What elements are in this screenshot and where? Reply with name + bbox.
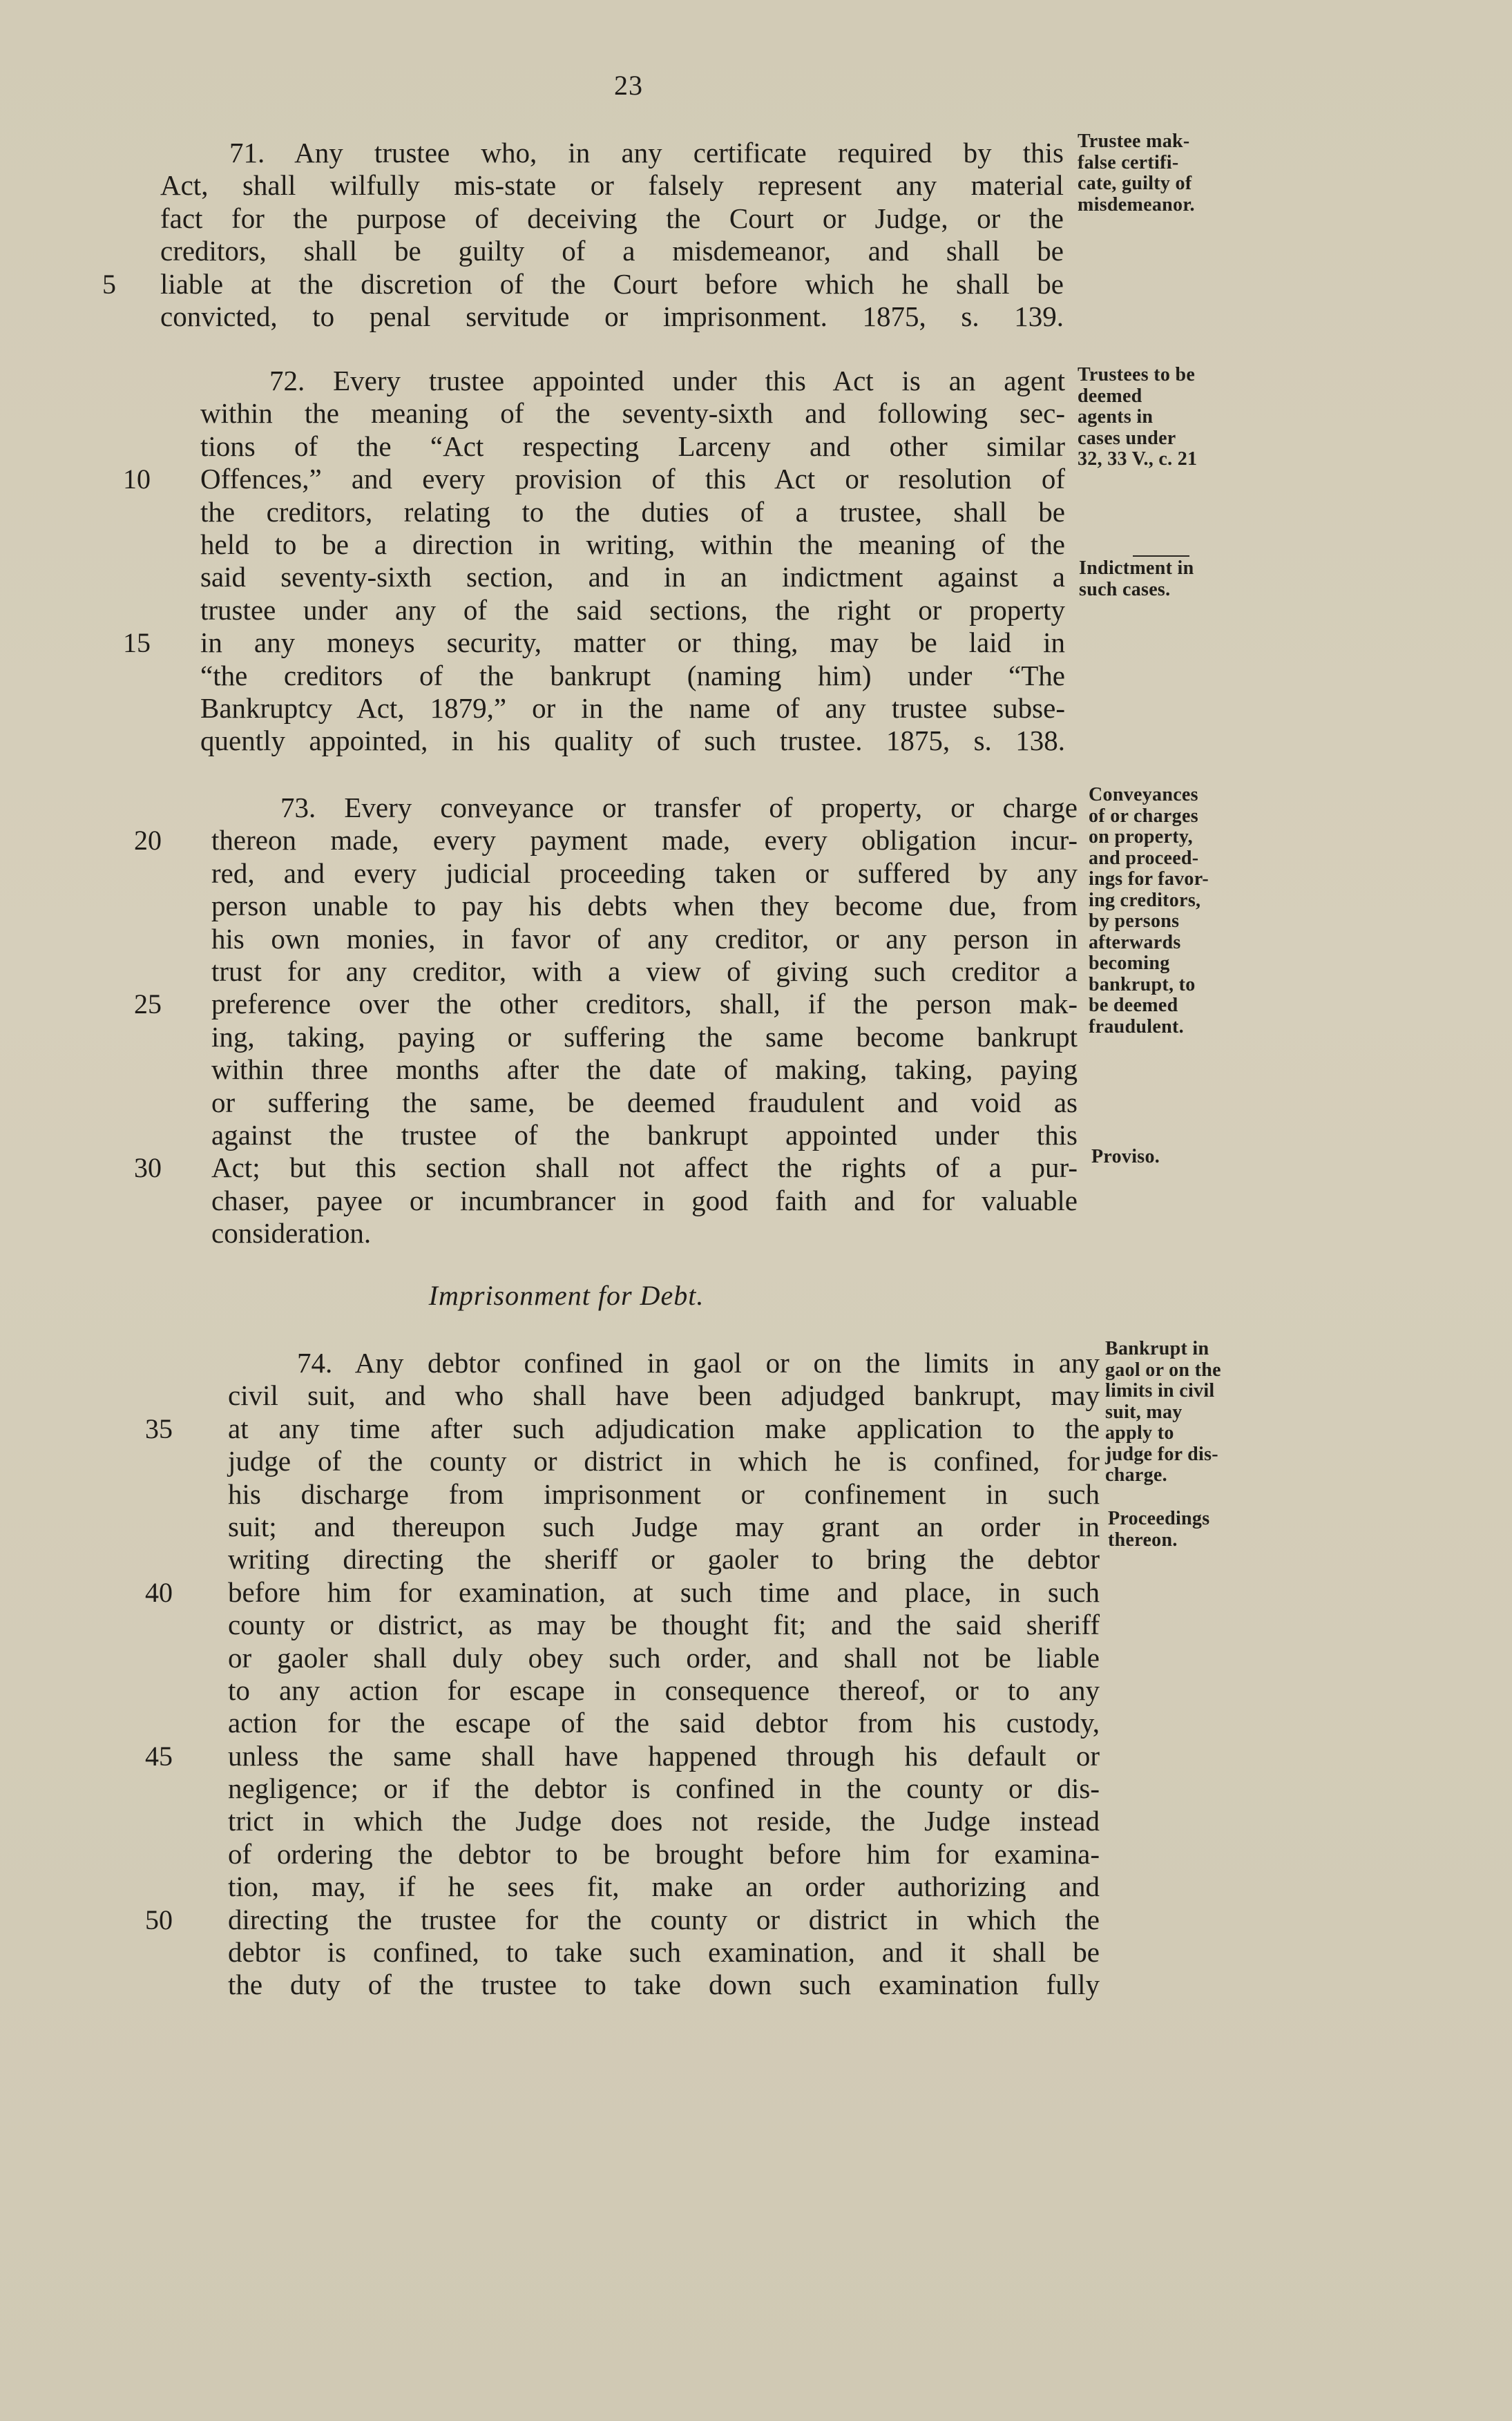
section-heading: Imprisonment for Debt. <box>428 1280 705 1311</box>
text-line: or suffering the same, be deemed fraudulent and void as <box>211 1086 1078 1118</box>
line-number: 5 <box>102 268 116 300</box>
section-71 <box>102 137 1064 333</box>
line-number: 15 <box>123 627 151 659</box>
text-line: red, and every judicial proceeding taken or suffered by any <box>211 857 1078 889</box>
text-line: 71. Any trustee who, in any certificate required by this <box>229 137 1064 169</box>
text-line: 40 before him for examination, at such time and place, in such <box>145 1576 1100 1608</box>
text-line: civil suit, and who shall have been adjudged bankrupt, may <box>228 1379 1100 1412</box>
note-divider <box>1133 555 1189 557</box>
text-line: action for the escape of the said debtor from his custody, <box>228 1707 1100 1739</box>
text-line: 5 liable at the discretion of the Court before which he shall be <box>102 267 1064 300</box>
text-line: within three months after the date of making, taking, paying <box>211 1053 1078 1086</box>
text-line: 20 thereon made, every payment made, every obligation incur- <box>134 824 1078 857</box>
text-line: to any action for escape in consequence thereof, or to any <box>228 1674 1100 1706</box>
text-line: 30 Act; but this section shall not affect the rights of a pur- <box>134 1151 1078 1184</box>
marginal-note: Bankrupt in gaol or on the limits in civil suit, may apply to judge for dis- charge. <box>1105 1338 1221 1486</box>
line-number: 45 <box>145 1740 173 1772</box>
marginal-note: Proceedings thereon. <box>1108 1508 1210 1551</box>
text-line: or gaoler shall duly obey such order, and shall not be liable <box>228 1641 1100 1674</box>
text-line: quently appointed, in his quality of such trustee. 1875, s. 138. <box>200 725 1065 757</box>
text-line: convicted, to penal servitude or imprisonment. 1875, s. 139. <box>160 300 1064 332</box>
line-number: 50 <box>145 1904 173 1935</box>
text-line: trustee under any of the said sections, the right or property <box>200 593 1065 626</box>
text-line: judge of the county or district in which he is confined, for <box>228 1445 1100 1477</box>
page-number: 23 <box>614 70 643 101</box>
text-line: debtor is confined, to take such examination, and it shall be <box>228 1936 1100 1969</box>
text-line: 73. Every conveyance or transfer of property, or charge <box>280 792 1078 823</box>
marginal-note: Conveyances of or charges on property, and proceed- ings for favor- ing creditors, by persons afterwards becoming bankrupt, to be deemed fraudulent. <box>1089 784 1209 1037</box>
text-line: of ordering the debtor to be brought before him for examina- <box>228 1837 1100 1870</box>
text-line: the duty of the trustee to take down such examination fully <box>228 1969 1100 2001</box>
text-line: trust for any creditor, with a view of giving such creditor a <box>211 955 1078 987</box>
marginal-note: Indictment in such cases. <box>1079 557 1194 600</box>
marginal-note: Trustees to be deemed agents in cases under 32, 33 V., c. 21 <box>1078 364 1198 470</box>
text-line: creditors, shall be guilty of a misdemeanor, and shall be <box>160 235 1064 267</box>
text-line: 72. Every trustee appointed under this Act is an agent <box>269 365 1065 396</box>
line-number: 25 <box>134 988 162 1020</box>
text-line: chaser, payee or incumbrancer in good faith and for valuable <box>211 1184 1078 1216</box>
text-line: his discharge from imprisonment or confinement in such <box>228 1477 1100 1510</box>
line-number: 35 <box>145 1413 173 1444</box>
section-74 <box>145 1347 1100 2002</box>
text-line: 45 unless the same shall have happened through his default or <box>145 1739 1100 1772</box>
text-line: 50 directing the trustee for the county or district in which the <box>145 1903 1100 1935</box>
text-line: 25 preference over the other creditors, shall, if the person mak- <box>134 988 1078 1020</box>
line-number: 20 <box>134 825 162 857</box>
line-number: 10 <box>123 463 151 495</box>
text-line: 35 at any time after such adjudication make application to the <box>145 1412 1100 1444</box>
text-line: tions of the “Act respecting Larceny and other similar <box>200 430 1065 462</box>
text-line: 74. Any debtor confined in gaol or on the limits in any <box>297 1347 1100 1379</box>
text-line: “the creditors of the bankrupt (naming him) under “The <box>200 659 1065 691</box>
text-line: negligence; or if the debtor is confined in the county or dis- <box>228 1772 1100 1805</box>
text-line: 10 Offences,” and every provision of this Act or resolution of <box>123 463 1065 495</box>
section-72 <box>123 365 1065 758</box>
text-line: consideration. <box>211 1217 372 1250</box>
section-73 <box>134 792 1078 1250</box>
text-line: Act, shall wilfully mis-state or falsely represent any material <box>160 169 1064 202</box>
text-line: against the trustee of the bankrupt appointed under this <box>211 1118 1078 1151</box>
text-line: 15 in any moneys security, matter or thing, may be laid in <box>123 626 1065 659</box>
text-line: ing, taking, paying or suffering the same become bankrupt <box>211 1020 1078 1053</box>
text-line: trict in which the Judge does not reside, the Judge instead <box>228 1805 1100 1837</box>
text-line: his own monies, in favor of any creditor, or any person in <box>211 922 1078 955</box>
text-line: held to be a direction in writing, within the meaning of the <box>200 528 1065 560</box>
text-line: within the meaning of the seventy-sixth and following sec- <box>200 397 1065 430</box>
text-line: county or district, as may be thought fit; and the said sheriff <box>228 1609 1100 1641</box>
line-number: 30 <box>134 1152 162 1184</box>
text-line: tion, may, if he sees fit, make an order authorizing and <box>228 1870 1100 1903</box>
text-line: fact for the purpose of deceiving the Court or Judge, or the <box>160 202 1064 234</box>
text-line: writing directing the sheriff or gaoler to bring the debtor <box>228 1543 1100 1576</box>
text-line: suit; and thereupon such Judge may grant an order in <box>228 1510 1100 1542</box>
text-line: said seventy-sixth section, and in an indictment against a <box>200 561 1065 593</box>
text-line: Bankruptcy Act, 1879,” or in the name of any trustee subse- <box>200 691 1065 724</box>
text-line: the creditors, relating to the duties of a trustee, shall be <box>200 495 1065 528</box>
line-number: 40 <box>145 1576 173 1608</box>
marginal-note: Trustee mak- false certifi- cate, guilty of misdemeanor. <box>1078 131 1195 216</box>
text-line: person unable to pay his debts when they become due, from <box>211 890 1078 922</box>
marginal-note: Proviso. <box>1091 1146 1160 1167</box>
